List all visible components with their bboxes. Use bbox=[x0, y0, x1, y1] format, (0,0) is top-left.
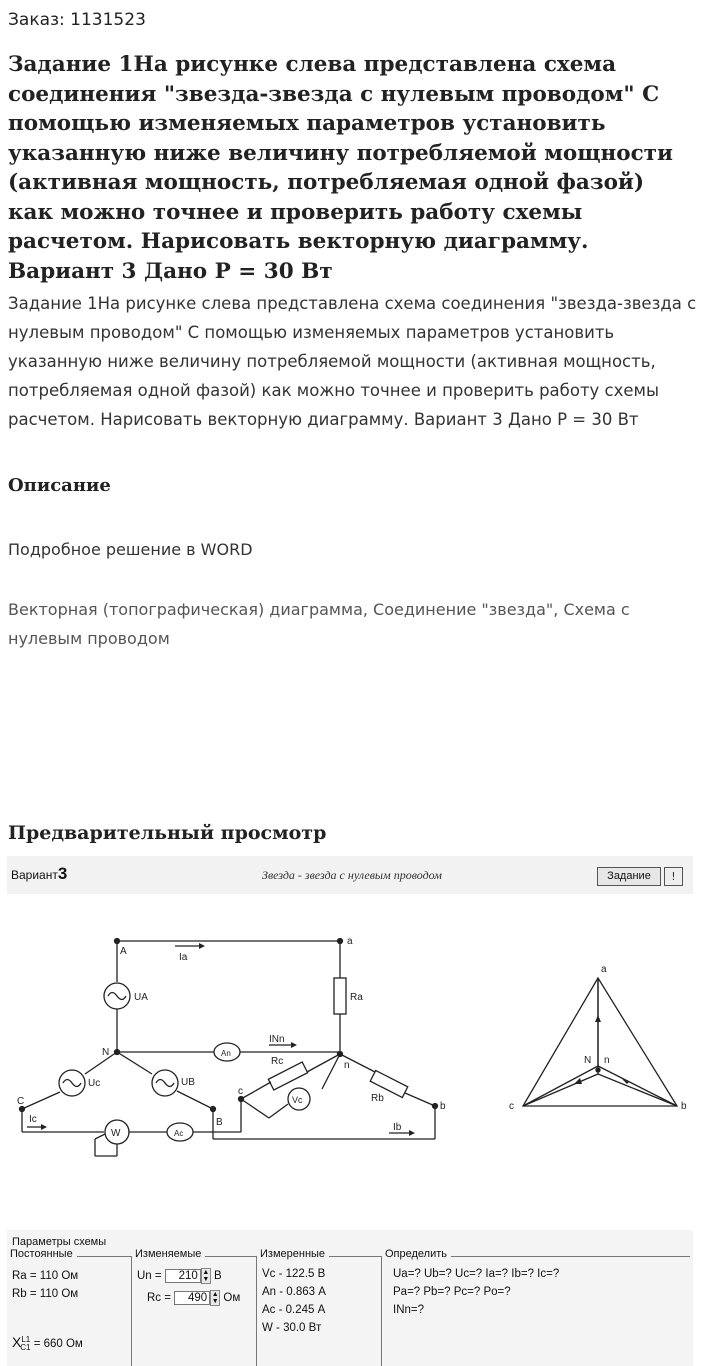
page-title: Задание 1На рисунке слева представлена схема соединения "звезда-звезда с нулевым проводом" С помощью изменяемых параметров установить указанную ниже величину потребляемой мощности (активная мощность, потребляемая одной фазой) как можно точнее и проверить работу схемы расчетом. Нарисовать векторную диаграмму. Вариант 3 Дано P = 30 Вт bbox=[8, 52, 673, 284]
measured-an: An - 0.863 А bbox=[262, 1286, 326, 1298]
constants-title: Постоянные bbox=[10, 1248, 77, 1260]
label-Rb: Rb bbox=[371, 1093, 384, 1104]
label-B: B bbox=[216, 1117, 223, 1128]
label-INn: INn bbox=[269, 1034, 285, 1045]
un-control: Un = 210 ▲ ▼ В bbox=[137, 1269, 222, 1283]
params-panel bbox=[7, 1230, 693, 1366]
label-Ua: UA bbox=[134, 992, 148, 1003]
label-C: C bbox=[17, 1096, 25, 1107]
vector-diagram bbox=[509, 964, 687, 1112]
preview-image bbox=[7, 856, 693, 1366]
label-c-node: c bbox=[238, 1086, 243, 1097]
label-Ib: Ib bbox=[393, 1122, 402, 1133]
constants-group bbox=[10, 1248, 132, 1366]
label-A: A bbox=[120, 946, 127, 957]
vector-label-n: n bbox=[604, 1055, 610, 1066]
params-heading: Параметры схемы bbox=[12, 1236, 107, 1248]
determine-line-1: Ua=? Ub=? Uc=? Ia=? Ib=? Ic=? bbox=[393, 1268, 560, 1280]
vector-label-c: c bbox=[509, 1101, 514, 1112]
tags-text: Векторная (топографическая) диаграмма, Соединение "звезда", Схема с нулевым проводом bbox=[8, 600, 630, 648]
label-Ub: UB bbox=[181, 1077, 195, 1088]
label-Ac: Ac bbox=[174, 1129, 184, 1138]
rc-control: Rc = 490 ▲ ▼ Ом bbox=[147, 1291, 241, 1305]
label-a-node: a bbox=[347, 936, 353, 947]
variant-label: Вариант3 bbox=[11, 864, 68, 883]
label-Uc: Uc bbox=[88, 1078, 101, 1089]
determine-line-2: Pa=? Pb=? Pc=? Po=? bbox=[393, 1286, 511, 1298]
label-W: W bbox=[111, 1128, 121, 1139]
vector-label-N: N bbox=[584, 1055, 592, 1066]
preview-heading: Предварительный просмотр bbox=[8, 822, 327, 844]
un-input[interactable]: 210 bbox=[165, 1269, 201, 1283]
label-b-node: b bbox=[440, 1101, 446, 1112]
circuit-diagram bbox=[7, 894, 693, 1230]
rc-input[interactable]: 490 bbox=[174, 1291, 210, 1305]
constant-xc: $X^{L1}_{C1} = 660$ Ом bbox=[12, 1334, 83, 1353]
variable-group bbox=[135, 1248, 257, 1366]
determine-line-3: INn=? bbox=[393, 1304, 425, 1316]
label-Rc: Rc bbox=[271, 1056, 284, 1067]
label-Ic: Ic bbox=[29, 1114, 37, 1125]
task-button[interactable]: Задание bbox=[597, 867, 661, 886]
constant-ra: Ra = 110 Ом bbox=[12, 1270, 79, 1282]
measured-vc: Vc - 122.5 В bbox=[262, 1268, 326, 1280]
schema-title: Звезда - звезда с нулевым проводом bbox=[262, 868, 442, 882]
measured-ac: Ac - 0.245 А bbox=[262, 1304, 326, 1316]
measured-group bbox=[260, 1248, 382, 1366]
label-Ra: Ra bbox=[350, 992, 363, 1003]
label-n: n bbox=[344, 1060, 350, 1071]
label-Ia: Ia bbox=[179, 952, 188, 963]
vector-label-b: b bbox=[681, 1101, 687, 1112]
variable-title: Изменяемые bbox=[135, 1248, 205, 1260]
preview-header bbox=[7, 856, 693, 894]
determine-title: Определить bbox=[385, 1248, 451, 1260]
info-button[interactable]: ! bbox=[664, 867, 683, 886]
label-Vc: Vc bbox=[292, 1095, 303, 1105]
determine-group bbox=[385, 1248, 690, 1366]
un-spinner[interactable]: ▲ ▼ bbox=[202, 1269, 210, 1283]
order-number: Заказ: 1131523 bbox=[8, 10, 146, 30]
constant-rb: Rb = 110 Ом bbox=[12, 1288, 79, 1300]
label-N: N bbox=[102, 1047, 110, 1058]
rc-spinner[interactable]: ▲ ▼ bbox=[211, 1291, 219, 1305]
measured-w: W - 30.0 Вт bbox=[262, 1322, 322, 1334]
task-text: Задание 1На рисунке слева представлена схема соединения "звезда-звезда с нулевым проводом" С помощью изменяемых параметров установить указанную ниже величину потребляемой мощности (активная мощность, потребляемая одной фазой) как можно точнее и проверить работу схемы расчетом. Нарисовать векторную диаграмму. Вариант 3 Дано P = 30 Вт bbox=[8, 294, 697, 429]
description-heading: Описание bbox=[8, 475, 111, 496]
vector-label-a: a bbox=[601, 964, 607, 975]
description-text: Подробное решение в WORD bbox=[8, 540, 253, 559]
label-An: An bbox=[221, 1049, 231, 1058]
variant-number: 3 bbox=[57, 864, 68, 883]
measured-title: Измеренные bbox=[260, 1248, 329, 1260]
